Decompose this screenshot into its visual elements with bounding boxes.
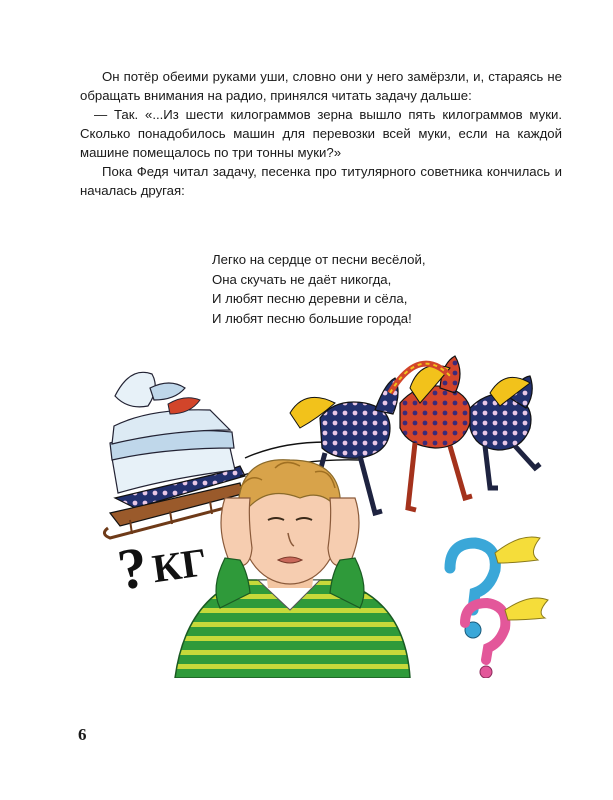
question-mark-sign: ?: [113, 533, 152, 603]
verse-line-2: Она скучать не даёт никогда,: [212, 271, 392, 287]
verse-line-1: Легко на сердце от песни весёлой,: [212, 252, 426, 267]
paragraph-3: Пока Федя читал задачу, песенка про титулярного советника кончилась и началась другая:: [80, 164, 562, 198]
verse-line-4: И любят песню большие города!: [212, 310, 412, 326]
kg-sign: [114, 534, 210, 602]
paragraph-1: Он потёр обеими руками уши, словно они у него замёрзли, и, стараясь не обращать внимания на радио, принялся читать задачу дальше:: [80, 69, 562, 103]
page-number: 6: [78, 725, 87, 744]
verse-line-3: И любят песню деревни и сёла,: [212, 291, 408, 306]
kg-text: КГ: [149, 539, 210, 592]
winged-question-marks: [450, 537, 548, 678]
paragraph-2: — Так. «...Из шести килограммов зерна вышло пять килограммов муки. Сколько понадобилось машин для перевозки всей муки, если на каждой машине помещалось по три тонны муки?»: [80, 107, 562, 160]
illustration: [90, 348, 560, 678]
story-text: [80, 67, 562, 200]
song-verse: [212, 250, 512, 328]
